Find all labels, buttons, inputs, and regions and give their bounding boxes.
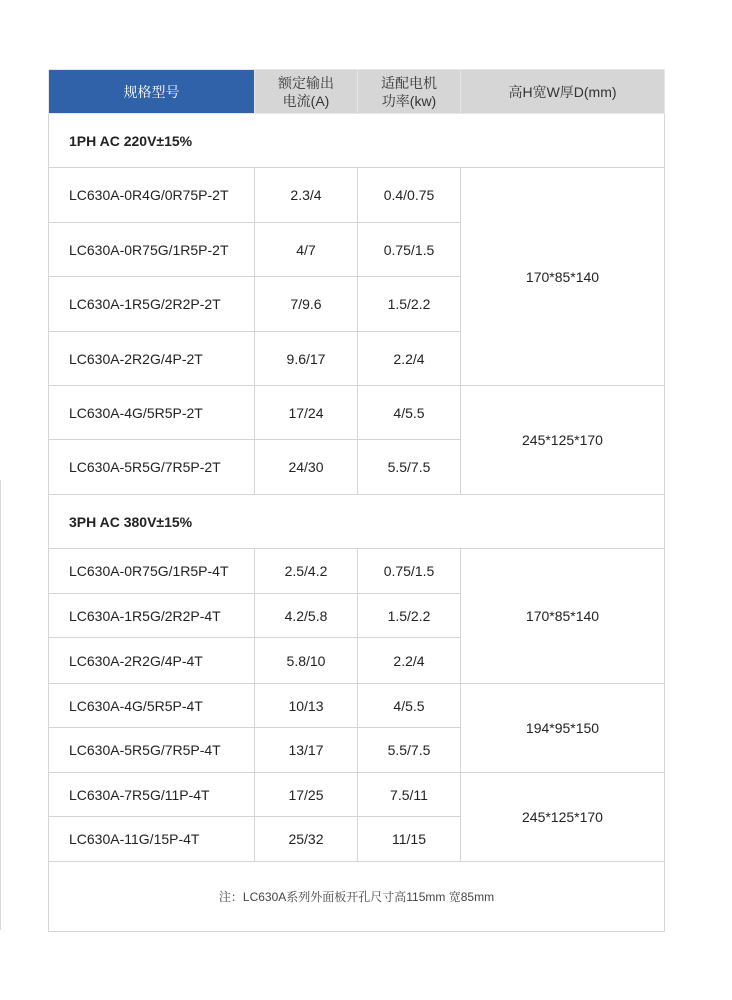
power-cell: 7.5/11: [358, 773, 461, 817]
power-cell: 4/5.5: [358, 684, 461, 728]
header-current: [255, 70, 358, 114]
power-cell: 2.2/4: [358, 638, 461, 684]
header-power: [358, 70, 461, 114]
current-cell: 13/17: [255, 728, 358, 773]
current-cell: 24/30: [255, 440, 358, 495]
power-cell: 1.5/2.2: [358, 594, 461, 638]
model-cell: LC630A-2R2G/4P-2T: [49, 332, 255, 386]
spec-table: [48, 69, 665, 932]
current-cell: 17/24: [255, 386, 358, 440]
section-row: [49, 114, 665, 168]
power-cell: 11/15: [358, 817, 461, 862]
header-row: [49, 70, 665, 114]
header-power-line1: 适配电机: [381, 74, 437, 91]
header-power-line2: 功率(kw): [381, 92, 437, 109]
section-title-1ph: 1PH AC 220V±15%: [49, 114, 665, 168]
model-cell: LC630A-0R4G/0R75P-2T: [49, 168, 255, 223]
power-cell: 0.75/1.5: [358, 223, 461, 277]
dims-cell: 245*125*170: [461, 386, 665, 495]
section-title-3ph: 3PH AC 380V±15%: [49, 495, 665, 549]
section-row: [49, 495, 665, 549]
table-row: [49, 684, 665, 728]
header-model: 规格型号: [49, 70, 255, 114]
model-cell: LC630A-11G/15P-4T: [49, 817, 255, 862]
model-cell: LC630A-0R75G/1R5P-2T: [49, 223, 255, 277]
current-cell: 10/13: [255, 684, 358, 728]
dims-cell: 194*95*150: [461, 684, 665, 773]
dims-cell: 170*85*140: [461, 549, 665, 684]
dims-cell: 245*125*170: [461, 773, 665, 862]
current-cell: 2.5/4.2: [255, 549, 358, 594]
current-cell: 4.2/5.8: [255, 594, 358, 638]
current-cell: 9.6/17: [255, 332, 358, 386]
power-cell: 5.5/7.5: [358, 440, 461, 495]
model-cell: LC630A-1R5G/2R2P-2T: [49, 277, 255, 332]
header-current-line2: 电流(A): [282, 92, 330, 109]
table-row: [49, 168, 665, 223]
table-row: [49, 549, 665, 594]
power-cell: 5.5/7.5: [358, 728, 461, 773]
model-cell: LC630A-7R5G/11P-4T: [49, 773, 255, 817]
left-edge-line: [0, 480, 1, 930]
model-cell: LC630A-4G/5R5P-2T: [49, 386, 255, 440]
power-cell: 2.2/4: [358, 332, 461, 386]
table-row: [49, 773, 665, 817]
current-cell: 5.8/10: [255, 638, 358, 684]
power-cell: 0.75/1.5: [358, 549, 461, 594]
note-row: [49, 862, 665, 932]
model-cell: LC630A-4G/5R5P-4T: [49, 684, 255, 728]
model-cell: LC630A-0R75G/1R5P-4T: [49, 549, 255, 594]
current-cell: 17/25: [255, 773, 358, 817]
power-cell: 1.5/2.2: [358, 277, 461, 332]
current-cell: 2.3/4: [255, 168, 358, 223]
header-current-line1: 额定输出: [278, 74, 334, 91]
power-cell: 4/5.5: [358, 386, 461, 440]
current-cell: 25/32: [255, 817, 358, 862]
current-cell: 7/9.6: [255, 277, 358, 332]
model-cell: LC630A-5R5G/7R5P-2T: [49, 440, 255, 495]
model-cell: LC630A-1R5G/2R2P-4T: [49, 594, 255, 638]
dims-cell: 170*85*140: [461, 168, 665, 386]
footnote: 注：LC630A系列外面板开孔尺寸高115mm 宽85mm: [49, 862, 665, 932]
power-cell: 0.4/0.75: [358, 168, 461, 223]
current-cell: 4/7: [255, 223, 358, 277]
model-cell: LC630A-2R2G/4P-4T: [49, 638, 255, 684]
header-dims: 高H宽W厚D(mm): [461, 70, 665, 114]
table-row: [49, 386, 665, 440]
model-cell: LC630A-5R5G/7R5P-4T: [49, 728, 255, 773]
